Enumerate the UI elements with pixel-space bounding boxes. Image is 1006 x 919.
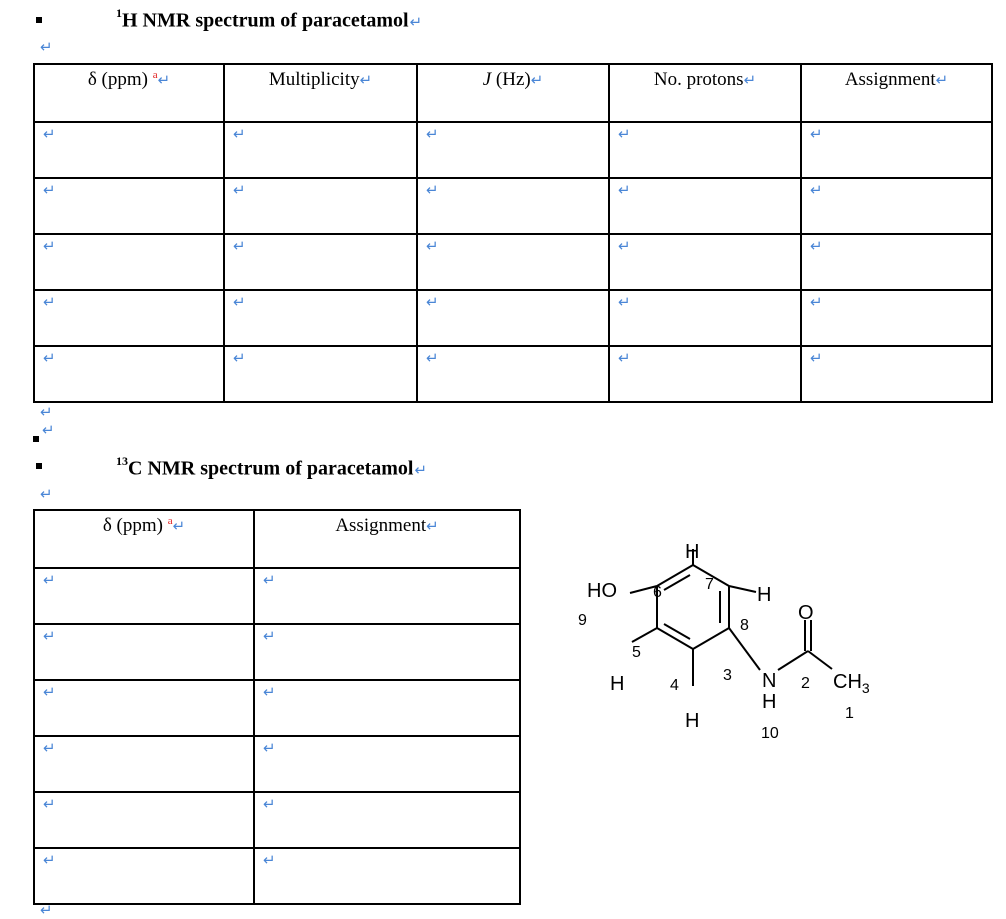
bond-c8-c3: [693, 628, 729, 649]
paragraph-mark: ↵: [233, 181, 246, 199]
paragraph-mark: ↵: [43, 683, 56, 701]
header-assignment-label: Assignment: [844, 69, 936, 90]
table-cell[interactable]: [34, 680, 254, 736]
header-protons-label: No. protons: [653, 69, 744, 90]
paragraph-mark: ↵: [40, 38, 53, 56]
table-header-row: [34, 64, 992, 122]
paragraph-mark: ↵: [618, 349, 631, 367]
bond-c-h-right: [729, 586, 756, 592]
header-multiplicity-label: Multiplicity: [268, 69, 360, 90]
label-o: O: [798, 602, 814, 624]
paragraph-mark: ↵: [43, 571, 56, 589]
label-h-left: H: [610, 673, 625, 695]
table-row: [34, 234, 992, 290]
c-nmr-title-text: C NMR spectrum of paracetamol: [128, 457, 414, 480]
paragraph-mark: ↵: [263, 851, 276, 869]
num-4: 4: [670, 677, 679, 694]
num-8: 8: [740, 617, 749, 634]
paragraph-mark: ↵: [157, 71, 171, 89]
paragraph-mark: ↵: [42, 421, 55, 439]
paragraph-mark: ↵: [359, 71, 373, 89]
header-cell-multiplicity: [224, 64, 417, 122]
table-cell[interactable]: [254, 680, 520, 736]
num-2: 2: [801, 675, 810, 692]
bond-c2-ch3: [808, 651, 832, 669]
bond-n-c2: [778, 651, 808, 670]
label-ch3-sub: 3: [861, 680, 870, 696]
num-6: 6: [653, 584, 662, 601]
paragraph-mark: ↵: [40, 901, 53, 919]
label-h-top: H: [685, 541, 700, 563]
paragraph-mark: ↵: [263, 739, 276, 757]
table-cell[interactable]: [254, 848, 520, 904]
header-delta-label: δ (ppm): [102, 515, 163, 536]
num-9: 9: [578, 612, 587, 629]
table-row: [34, 848, 520, 904]
table-cell[interactable]: [34, 736, 254, 792]
table-cell[interactable]: [801, 290, 992, 346]
table-cell[interactable]: [609, 234, 801, 290]
paragraph-mark: ↵: [40, 485, 53, 503]
paragraph-mark: ↵: [263, 571, 276, 589]
paragraph-mark: ↵: [409, 12, 423, 31]
table-row: [34, 122, 992, 178]
table-cell[interactable]: [34, 290, 224, 346]
paragraph-mark: ↵: [810, 349, 823, 367]
paragraph-mark: ↵: [618, 125, 631, 143]
table-cell[interactable]: [224, 290, 417, 346]
label-h-right: H: [757, 584, 772, 606]
paragraph-mark: ↵: [43, 125, 56, 143]
num-1: 1: [845, 705, 854, 722]
paragraph-mark: ↵: [935, 71, 949, 89]
header-delta-label: δ (ppm): [87, 69, 148, 90]
paragraph-mark: ↵: [233, 293, 246, 311]
table-cell[interactable]: [224, 122, 417, 178]
table-cell[interactable]: [801, 178, 992, 234]
double-bond-inner: [664, 624, 690, 639]
table-row: [34, 736, 520, 792]
paragraph-mark: ↵: [426, 181, 439, 199]
bond-c-h-left: [632, 628, 657, 642]
bond-c-n: [729, 628, 760, 670]
footnote-marker: a: [152, 69, 158, 81]
header-j-symbol: J: [482, 69, 492, 90]
paragraph-mark: ↵: [233, 349, 246, 367]
num-3: 3: [723, 667, 732, 684]
double-bond-inner: [664, 575, 690, 590]
table-cell[interactable]: [254, 624, 520, 680]
paragraph-mark: ↵: [43, 739, 56, 757]
table-cell[interactable]: [609, 178, 801, 234]
paragraph-mark: ↵: [40, 403, 53, 421]
bullet-marker: [36, 463, 42, 469]
num-7: 7: [705, 576, 714, 593]
paragraph-mark: ↵: [43, 851, 56, 869]
paragraph-mark: ↵: [426, 349, 439, 367]
bullet-marker: [33, 436, 39, 442]
table-cell[interactable]: [417, 234, 609, 290]
header-cell-assignment: [254, 510, 520, 568]
h-nmr-title: [116, 8, 422, 33]
table-cell[interactable]: [254, 792, 520, 848]
table-cell[interactable]: [34, 234, 224, 290]
table-cell[interactable]: [609, 346, 801, 402]
label-ch: CH: [833, 671, 862, 693]
paragraph-mark: ↵: [263, 683, 276, 701]
paragraph-mark: ↵: [743, 71, 757, 89]
header-cell-j: [417, 64, 609, 122]
paragraph-mark: ↵: [414, 460, 428, 479]
header-cell-delta: [34, 510, 254, 568]
table-cell[interactable]: [801, 234, 992, 290]
table-cell[interactable]: [801, 346, 992, 402]
table-row: [34, 346, 992, 402]
table-cell[interactable]: [34, 122, 224, 178]
paragraph-mark: ↵: [426, 293, 439, 311]
h-nmr-table: [33, 63, 993, 403]
header-assignment-label: Assignment: [335, 515, 427, 536]
paragraph-mark: ↵: [43, 349, 56, 367]
paracetamol-structure: [560, 530, 900, 750]
table-cell[interactable]: [224, 178, 417, 234]
num-10: 10: [761, 725, 779, 742]
paragraph-mark: ↵: [810, 293, 823, 311]
header-j-unit: (Hz): [491, 69, 531, 90]
paragraph-mark: ↵: [263, 795, 276, 813]
paragraph-mark: ↵: [43, 237, 56, 255]
paragraph-mark: ↵: [43, 795, 56, 813]
table-cell[interactable]: [254, 568, 520, 624]
table-cell[interactable]: [801, 122, 992, 178]
table-cell[interactable]: [34, 178, 224, 234]
header-cell-assignment: [801, 64, 992, 122]
paragraph-mark: ↵: [530, 71, 544, 89]
paragraph-mark: ↵: [618, 181, 631, 199]
table-row: [34, 290, 992, 346]
paragraph-mark: ↵: [426, 517, 439, 535]
table-cell[interactable]: [417, 346, 609, 402]
table-cell[interactable]: [34, 568, 254, 624]
h-nmr-title-text: H NMR spectrum of paracetamol: [122, 9, 409, 32]
paragraph-mark: ↵: [426, 237, 439, 255]
num-5: 5: [632, 644, 641, 661]
c-nmr-title-sup: 13: [116, 454, 128, 468]
table-cell[interactable]: [417, 122, 609, 178]
c-nmr-title: [116, 456, 427, 481]
paragraph-mark: ↵: [810, 237, 823, 255]
table-cell[interactable]: [417, 290, 609, 346]
table-cell[interactable]: [224, 234, 417, 290]
paragraph-mark: ↵: [810, 125, 823, 143]
label-ho: HO: [587, 580, 617, 602]
footnote-marker: a: [167, 515, 173, 527]
table-cell[interactable]: [417, 178, 609, 234]
table-cell[interactable]: [609, 290, 801, 346]
table-cell[interactable]: [224, 346, 417, 402]
paragraph-mark: ↵: [263, 627, 276, 645]
label-n: N: [762, 670, 777, 692]
paragraph-mark: ↵: [426, 125, 439, 143]
table-row: [34, 178, 992, 234]
paragraph-mark: ↵: [810, 181, 823, 199]
paragraph-mark: ↵: [233, 125, 246, 143]
table-cell[interactable]: [34, 346, 224, 402]
structure-labels: [587, 541, 870, 732]
paragraph-mark: ↵: [618, 293, 631, 311]
h-nmr-title-sup: 1: [116, 6, 122, 20]
structure-numbers: [578, 576, 854, 742]
paragraph-mark: ↵: [43, 627, 56, 645]
c-nmr-table: [33, 509, 521, 905]
header-cell-delta: [34, 64, 224, 122]
paragraph-mark: ↵: [43, 181, 56, 199]
table-row: [34, 680, 520, 736]
table-row: [34, 568, 520, 624]
bullet-marker: [36, 17, 42, 23]
table-cell[interactable]: [34, 792, 254, 848]
table-cell[interactable]: [34, 848, 254, 904]
paragraph-mark: ↵: [43, 293, 56, 311]
label-h-bottom: H: [685, 710, 700, 732]
paragraph-mark: ↵: [172, 517, 186, 535]
label-ch3: [833, 671, 870, 696]
table-row: [34, 792, 520, 848]
table-cell[interactable]: [254, 736, 520, 792]
table-cell[interactable]: [609, 122, 801, 178]
label-nh: H: [762, 691, 777, 713]
table-cell[interactable]: [34, 624, 254, 680]
header-cell-protons: [609, 64, 801, 122]
table-row: [34, 624, 520, 680]
table-header-row: [34, 510, 520, 568]
paragraph-mark: ↵: [233, 237, 246, 255]
paragraph-mark: ↵: [618, 237, 631, 255]
